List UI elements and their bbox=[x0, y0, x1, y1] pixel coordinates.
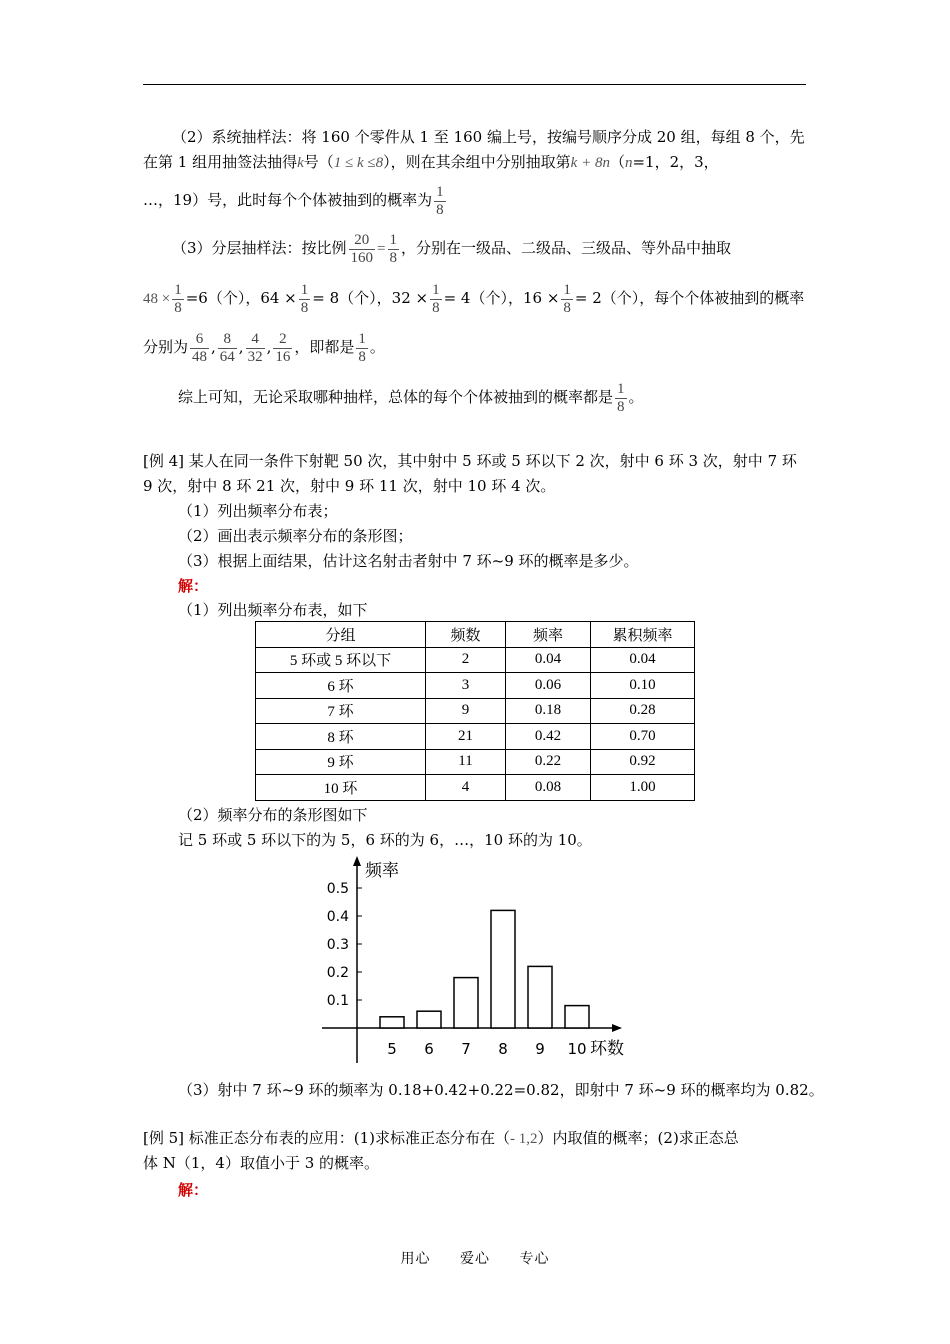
table-cell: 9 bbox=[426, 698, 506, 724]
table-header: 分组 bbox=[256, 622, 426, 648]
ex5-line2: 体 N（1，4）取值小于 3 的概率。 bbox=[143, 1154, 380, 1172]
bar-6 bbox=[417, 1011, 441, 1028]
table-cell: 9 环 bbox=[256, 749, 426, 775]
y-tick-label: 0.3 bbox=[326, 937, 349, 953]
y-axis-label: 频率 bbox=[365, 861, 399, 881]
table-cell: 0.04 bbox=[506, 647, 591, 673]
bar-7 bbox=[454, 978, 478, 1028]
ex5-line1: [例 5] 标准正态分布表的应用：(1)求标准正态分布在（- 1,2）内取值的概率；(2)求正态总 bbox=[143, 1129, 739, 1147]
table-row bbox=[256, 673, 695, 699]
ex4-s2: （2）频率分布的条形图如下 bbox=[178, 806, 368, 824]
x-tick-label: 9 bbox=[535, 1040, 545, 1058]
y-axis-arrow bbox=[353, 856, 361, 866]
table-cell: 7 环 bbox=[256, 698, 426, 724]
ex4-line1: [例 4] 某人在同一条件下射靶 50 次，其中射中 5 环或 5 环以下 2 次，射中 6 环 3 次，射中 7 环 bbox=[143, 452, 797, 470]
x-tick-label: 5 bbox=[387, 1040, 397, 1058]
table-cell: 4 bbox=[426, 775, 506, 801]
frequency-bar-chart bbox=[300, 852, 640, 1072]
p3-line3: 分别为 $\frac{6}{48}$ , $\frac{8}{64}$ , $\frac{4}{32}$ , $\frac{2}{16}$ ，即都是 $\frac{1}{8}$ 。 bbox=[143, 330, 385, 365]
header-rule bbox=[143, 84, 806, 85]
page-footer bbox=[0, 1248, 950, 1268]
y-tick-label: 0.1 bbox=[326, 993, 349, 1009]
table-header: 累积频率 bbox=[591, 622, 695, 648]
table-cell: 8 环 bbox=[256, 724, 426, 750]
table-header: 频数 bbox=[426, 622, 506, 648]
ex4-line2: 9 次，射中 8 环 21 次，射中 9 环 11 次，射中 10 环 4 次。 bbox=[143, 477, 556, 495]
summary-line: 综上可知，无论采取哪种抽样，总体的每个个体被抽到的概率都是 $\frac{1}{8}$ 。 bbox=[178, 380, 644, 415]
table-cell: 11 bbox=[426, 749, 506, 775]
x-tick-label: 10 bbox=[567, 1040, 587, 1058]
table-cell: 10 环 bbox=[256, 775, 426, 801]
table-row bbox=[256, 724, 695, 750]
footer-text: 爱心 bbox=[460, 1251, 490, 1267]
table-cell: 3 bbox=[426, 673, 506, 699]
table-cell: 1.00 bbox=[591, 775, 695, 801]
y-tick-label: 0.2 bbox=[326, 965, 349, 981]
table-row bbox=[256, 749, 695, 775]
ex4-q3: （3）根据上面结果，估计这名射击者射中 7 环~9 环的概率是多少。 bbox=[178, 552, 639, 570]
x-tick-label: 7 bbox=[461, 1040, 471, 1058]
p2-line2: 在第 1 组用抽签法抽得k号（1 ≤ k ≤8），则在其余组中分别抽取第k + 8n（n=1，2，3， bbox=[143, 153, 719, 171]
table-cell: 5 环或 5 环以下 bbox=[256, 647, 426, 673]
x-axis-label: 环数 bbox=[590, 1039, 624, 1059]
table-cell: 0.10 bbox=[591, 673, 695, 699]
ex4-q1: （1）列出频率分布表； bbox=[178, 502, 338, 520]
x-tick-label: 6 bbox=[424, 1040, 434, 1058]
p3-line2: 48 × $\frac{1}{8}$ =6（个），64 × $\frac{1}{8}$ = 8（个），32 × $\frac{1}{8}$ = 4（个），16 × $\frac{1}{8}$ = 2（个），每个个体被抽到的概率 bbox=[143, 281, 805, 316]
bar-8 bbox=[491, 910, 515, 1028]
y-tick-label: 0.5 bbox=[326, 881, 349, 897]
footer-text: 专心 bbox=[519, 1251, 550, 1267]
table-cell: 0.08 bbox=[506, 775, 591, 801]
ex4-s1: （1）列出频率分布表，如下 bbox=[178, 601, 368, 619]
table-cell: 0.04 bbox=[591, 647, 695, 673]
table-row bbox=[256, 647, 695, 673]
p2-line1: （2）系统抽样法：将 160 个零件从 1 至 160 编上号，按编号顺序分成 20 组，每组 8 个，先 bbox=[172, 128, 805, 146]
table-cell: 0.28 bbox=[591, 698, 695, 724]
table-cell: 6 环 bbox=[256, 673, 426, 699]
table-cell: 0.18 bbox=[506, 698, 591, 724]
p3-line1: （3）分层抽样法：按比例 $\frac{20}{160}$ = $\frac{1}{8}$ ，分别在一级品、二级品、三级品、等外品中抽取 bbox=[172, 231, 732, 266]
bar-9 bbox=[528, 966, 552, 1028]
table-cell: 21 bbox=[426, 724, 506, 750]
table-row bbox=[256, 698, 695, 724]
table-header: 频率 bbox=[506, 622, 591, 648]
x-axis-arrow bbox=[612, 1024, 622, 1032]
table-row bbox=[256, 775, 695, 801]
x-tick-label: 8 bbox=[498, 1040, 508, 1058]
frequency-table bbox=[255, 621, 695, 801]
table-cell: 0.06 bbox=[506, 673, 591, 699]
bar-10 bbox=[565, 1006, 589, 1028]
table-cell: 0.42 bbox=[506, 724, 591, 750]
ex4-s3: （3）射中 7 环~9 环的频率为 0.18+0.42+0.22=0.82，即射中 7 环~9 环的概率均为 0.82。 bbox=[178, 1081, 824, 1099]
fraction: $\frac{1}{8}$ bbox=[436, 183, 444, 218]
ex5-solve-label: 解： bbox=[178, 1181, 209, 1199]
table-cell: 0.22 bbox=[506, 749, 591, 775]
table-cell: 2 bbox=[426, 647, 506, 673]
ex4-q2: （2）画出表示频率分布的条形图； bbox=[178, 527, 413, 545]
ex4-solve-label: 解： bbox=[178, 577, 209, 595]
ex4-s2b: 记 5 环或 5 环以下的为 5，6 环的为 6，…，10 环的为 10。 bbox=[178, 831, 592, 849]
table-cell: 0.92 bbox=[591, 749, 695, 775]
y-tick-label: 0.4 bbox=[326, 909, 349, 925]
p2-line3: …，19）号，此时每个个体被抽到的概率为 $\frac{1}{8}$ bbox=[143, 183, 444, 218]
table-cell: 0.70 bbox=[591, 724, 695, 750]
table-header-row bbox=[256, 622, 695, 648]
bar-5 bbox=[380, 1017, 404, 1028]
footer-text: 用心 bbox=[400, 1251, 431, 1267]
